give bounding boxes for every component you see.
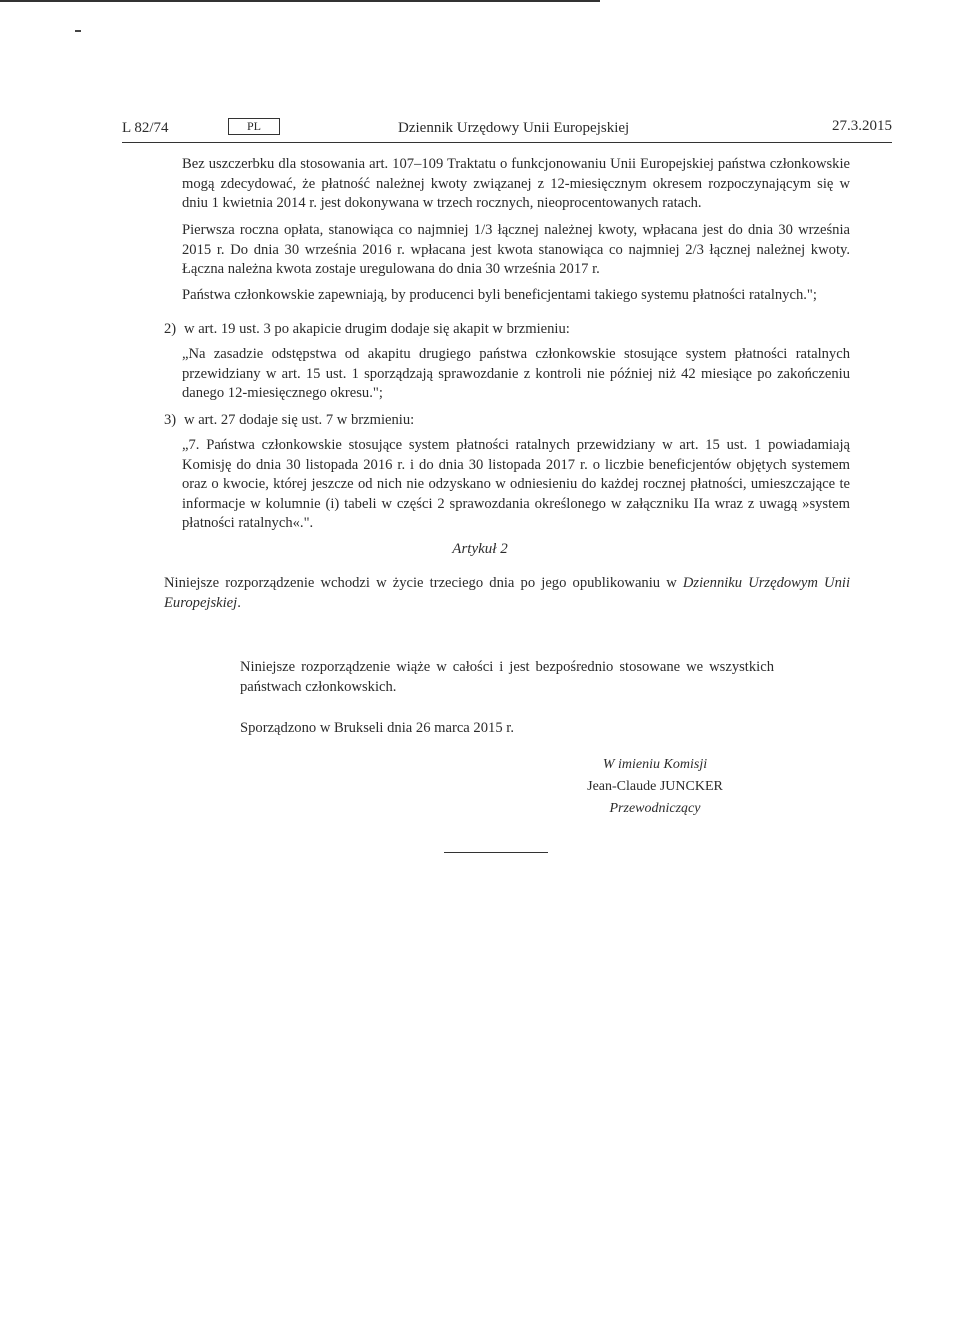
paragraph-beneficiaries: Państwa członkowskie zapewniają, by producenci byli beneficjentami takiego systemu płatności ratalnych."; xyxy=(182,287,817,303)
journal-reference: Dzienniku Urzędowym Unii Europejskiej xyxy=(164,575,850,611)
page-reference: L 82/74 xyxy=(122,120,169,136)
publication-date: 27.3.2015 xyxy=(832,118,892,134)
end-rule xyxy=(444,852,548,853)
paragraph-annual-payment: Pierwsza roczna opłata, stanowiąca co najmniej 1/3 łącznej należnej kwoty, wpłacana jest do dnia 30 września 2015 r. Do dnia 30 września 2016 r. wpłacana jest kwota stanowiąca co najmniej 2/3 łącznej należnej kwoty. Łączna należna kwota zostaje uregulowana do dnia 30 września 2017 r. xyxy=(182,222,850,277)
scan-speck xyxy=(75,30,81,32)
quote-article-19: „Na zasadzie odstępstwa od akapitu drugiego państwa członkowskie stosujące system płatności ratalnych przewidziany w art. 15 ust. 1 sporządzają sprawozdanie z kontroli nie później niż 42 miesiące po zakończeniu danego 12-miesięcznego okresu."; xyxy=(182,346,850,401)
list-item-number: 2) xyxy=(164,321,177,337)
article-title: Artykuł 2 xyxy=(452,541,508,557)
scan-edge-line xyxy=(0,0,600,2)
quote-article-27: „7. Państwa członkowskie stosujące system płatności ratalnych przewidziany w art. 15 ust. 1 powiadamiają Komisję do dnia 30 listopada 2016 r. i do dnia 30 listopada 2017 r. o liczbie beneficjentów objętych systemem oraz o kwocie, której jeszcze od nich nie odzyskano w odniesieniu do każdej rocznej płatności, umieszczające te informacje w kolumnie (i) tabeli w części 2 sprawozdania określonego w załączniku IIa wraz z uwagą »system płatności ratalnych«.". xyxy=(182,437,850,531)
article-2-text-end: . xyxy=(237,594,241,611)
language-tag: PL xyxy=(228,118,280,135)
done-at-clause: Sporządzono w Brukseli dnia 26 marca 2015 r. xyxy=(240,720,514,736)
list-item-text: w art. 19 ust. 3 po akapicie drugim dodaje się akapit w brzmieniu: xyxy=(184,321,570,337)
signatory-role: Przewodniczący xyxy=(609,801,701,816)
article-2-text xyxy=(164,574,850,613)
signatory-name: Jean-Claude JUNCKER xyxy=(587,779,723,794)
list-item-2 xyxy=(164,320,570,340)
list-item-3 xyxy=(164,411,414,431)
paragraph-installments: Bez uszczerbku dla stosowania art. 107–109 Traktatu o funkcjonowaniu Unii Europejskiej państwa członkowskie mogą zdecydować, że płatność należnej kwoty związanej z 12-miesięcznym okresem rozpoczynającym się w dniu 1 kwietnia 2014 r. jest dokonywana w trzech rocznych, nieoprocentowanych ratach. xyxy=(182,156,850,211)
signature-block xyxy=(540,754,770,820)
binding-clause: Niniejsze rozporządzenie wiąże w całości i jest bezpośrednio stosowane we wszystkich państwach członkowskich. xyxy=(240,659,774,695)
journal-title: Dziennik Urzędowy Unii Europejskiej xyxy=(398,120,630,136)
article-2-text-start: Niniejsze rozporządzenie wchodzi w życie trzeciego dnia po jego opublikowaniu w xyxy=(164,575,683,591)
list-item-number: 3) xyxy=(164,412,177,428)
list-item-text: w art. 27 dodaje się ust. 7 w brzmieniu: xyxy=(184,412,415,428)
page-header xyxy=(122,116,892,143)
signature-on-behalf: W imieniu Komisji xyxy=(602,757,708,772)
